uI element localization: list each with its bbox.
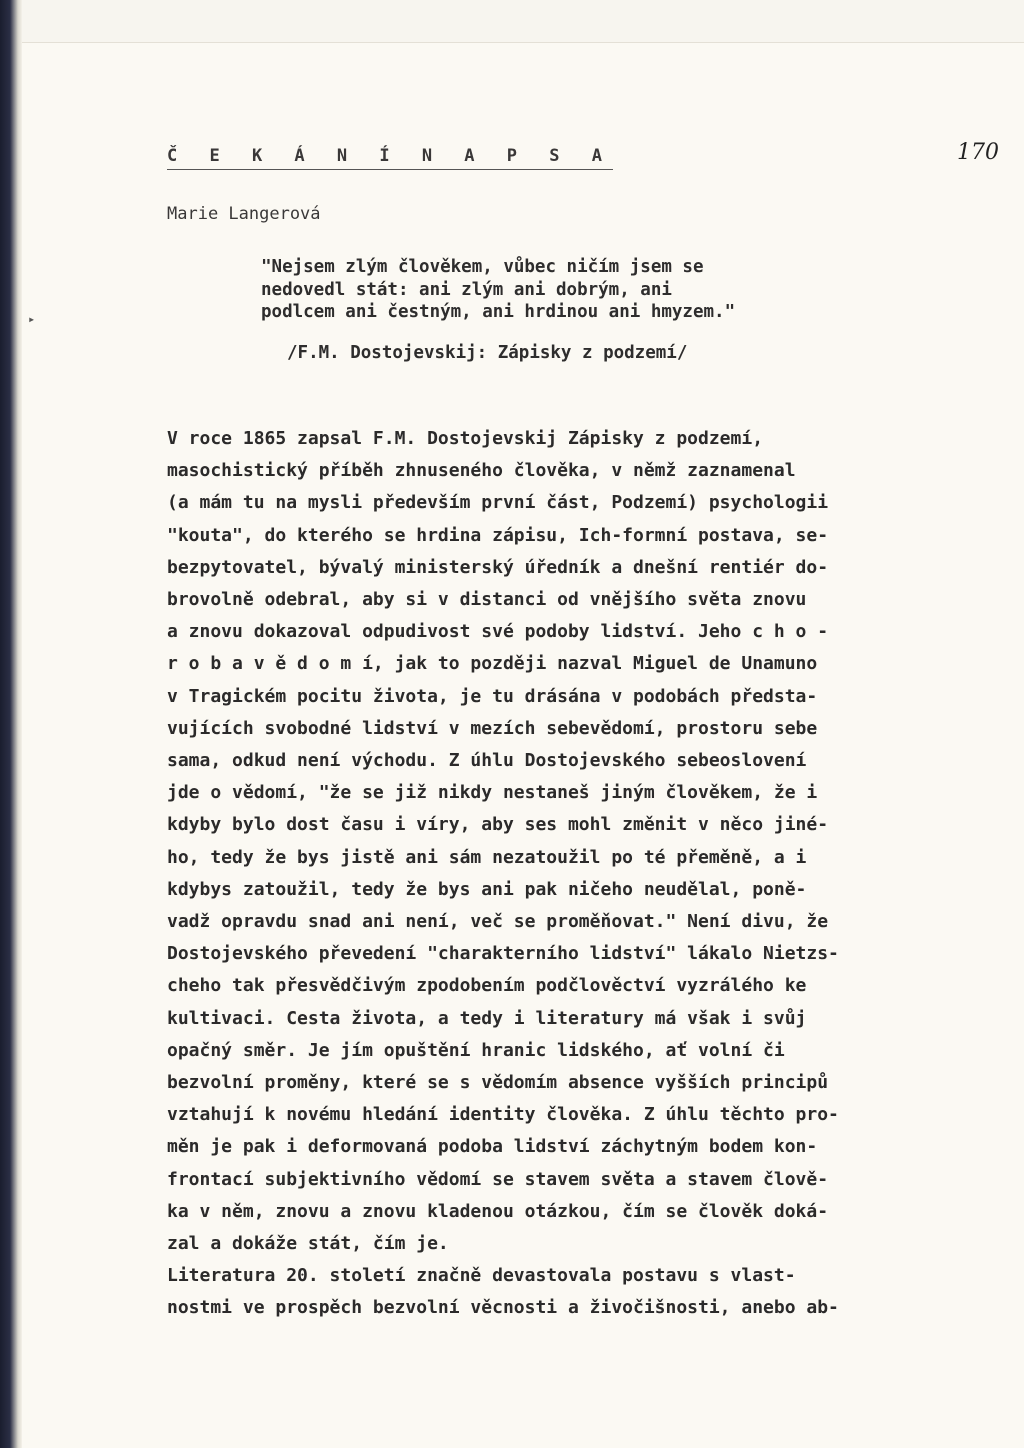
text-line: ka v něm, znovu a znovu kladenou otázkou, čím se člověk doká- bbox=[167, 1200, 829, 1222]
handwritten-page-number: 170 bbox=[957, 140, 999, 165]
document-page bbox=[167, 140, 999, 1319]
epigraph bbox=[261, 256, 981, 324]
title-row bbox=[167, 140, 999, 180]
epigraph-line: "Nejsem zlým člověkem, vůbec ničím jsem se bbox=[261, 257, 704, 277]
text-line: vadž opravdu snad ani není, več se proměňovat." Není divu, že bbox=[167, 911, 829, 933]
text-line: Dostojevského převedení "charakterního lidství" lákalo Nietzs- bbox=[167, 943, 839, 965]
text-line: brovolně odebral, aby si v distanci od vnějšího světa znovu bbox=[167, 589, 807, 611]
document-title: Č E K Á N Í N A P S A bbox=[167, 146, 613, 170]
text-line: vujících svobodné lidství v mezích sebevědomí, prostoru sebe bbox=[167, 717, 818, 739]
text-line: "kouta", do kterého se hrdina zápisu, Ich-formní postava, se- bbox=[167, 524, 829, 546]
text-line: masochistický příběh zhnuseného člověka, v němž zaznamenal bbox=[167, 460, 796, 482]
text-line: (a mám tu na mysli především první část, Podzemí) psychologii bbox=[167, 492, 829, 514]
text-line: jde o vědomí, "že se již nikdy nestaneš jiným člověkem, že i bbox=[167, 782, 818, 804]
text-line: kdybys zatoužil, tedy že bys ani pak ničeho neudělal, poně- bbox=[167, 878, 807, 900]
text-line: vztahují k novému hledání identity člověka. Z úhlu těchto pro- bbox=[167, 1104, 839, 1126]
text-line: opačný směr. Je jím opuštění hranic lidského, ať volní či bbox=[167, 1039, 785, 1061]
margin-mark: ▸ bbox=[28, 312, 36, 326]
epigraph-line: podlcem ani čestným, ani hrdinou ani hmyzem." bbox=[261, 302, 736, 322]
text-line: ho, tedy že bys jistě ani sám nezatoužil po té přeměně, a i bbox=[167, 846, 807, 868]
page-top-fold bbox=[22, 0, 1024, 43]
text-line: a znovu dokazoval odpudivost své podoby lidství. Jeho c h o - bbox=[167, 621, 829, 643]
text-line: kultivaci. Cesta života, a tedy i literatury má však i svůj bbox=[167, 1007, 807, 1029]
body-text bbox=[167, 423, 987, 1325]
text-line: zal a dokáže stát, čím je. bbox=[167, 1233, 449, 1255]
text-line: kdyby bylo dost času i víry, aby ses mohl změnit v něco jiné- bbox=[167, 814, 829, 836]
text-line: frontací subjektivního vědomí se stavem světa a stavem člově- bbox=[167, 1168, 829, 1190]
epigraph-line: nedovedl stát: ani zlým ani dobrým, ani bbox=[261, 279, 672, 300]
text-line: měn je pak i deformovaná podoba lidství záchytným bodem kon- bbox=[167, 1136, 818, 1158]
text-line: r o b a v ě d o m í, jak to později nazval Miguel de Unamuno bbox=[167, 653, 818, 675]
text-line: V roce 1865 zapsal F.M. Dostojevskij Zápisky z podzemí, bbox=[167, 428, 764, 449]
binding-edge bbox=[0, 0, 22, 1448]
text-line: cheho tak přesvědčivým zpodobením podčlověctví vyzrálého ke bbox=[167, 975, 807, 997]
text-line: nostmi ve prospěch bezvolní věcnosti a živočišnosti, anebo ab- bbox=[167, 1297, 839, 1319]
text-line: bezpytovatel, bývalý ministerský úředník a dnešní rentiér do- bbox=[167, 556, 829, 578]
text-line: Literatura 20. století značně devastovala postavu s vlast- bbox=[167, 1265, 796, 1287]
epigraph-source: /F.M. Dostojevskij: Zápisky z podzemí/ bbox=[287, 343, 688, 363]
author-name: Marie Langerová bbox=[167, 204, 321, 224]
text-line: bezvolní proměny, které se s vědomím absence vyšších principů bbox=[167, 1072, 829, 1094]
text-line: sama, odkud není východu. Z úhlu Dostojevského sebeoslovení bbox=[167, 750, 807, 772]
text-line: v Tragickém pocitu života, je tu drásána v podobách předsta- bbox=[167, 685, 818, 707]
